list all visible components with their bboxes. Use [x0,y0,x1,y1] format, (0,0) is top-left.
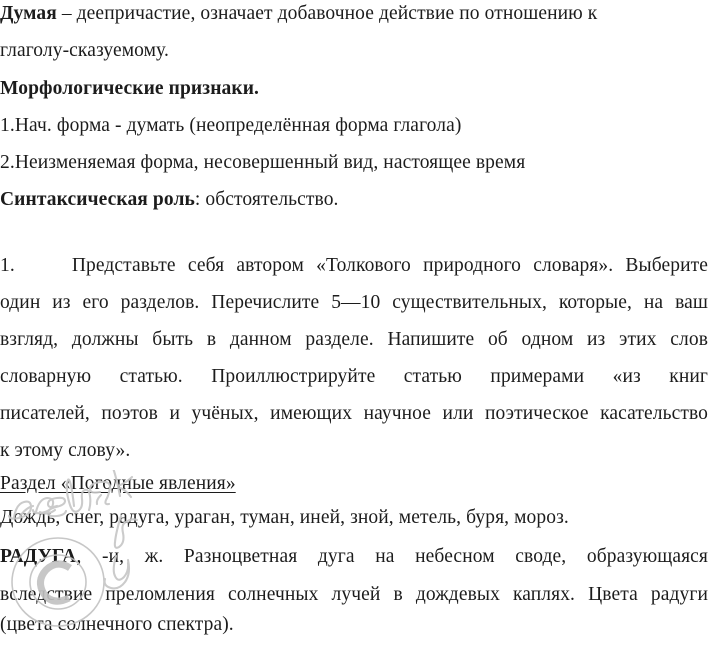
syntactic-role-value: : обстоятельство. [194,189,339,210]
heading-morphological-features: Морфологические признаки. [0,78,260,99]
dictionary-entry-line-2: вследствие преломления солнечных лучей в дождевых каплях. Цвета радуги [0,584,708,605]
task-text-1: Представьте себя автором «Толкового природного словаря». Выберите [71,255,708,276]
weather-word-list: Дождь, снег, радуга, ураган, туман, иней, зной, метель, буря, мороз. [0,507,569,528]
entry-headword-raduga: РАДУГА [0,546,77,567]
dictionary-entry-line-3: (цвета солнечного спектра). [0,614,234,635]
definition-text-1: – деепричастие, означает добавочное действие по отношению к [56,3,598,24]
task-line-3: взгляд, должны быть в данном разделе. Напишите об одном из этих слов [0,329,708,350]
morphology-item-2: 2.Неизменяемая форма, несовершенный вид, настоящее время [0,152,526,173]
task-line-5: писателей, поэтов и учёных, имеющих научное или поэтическое касательство [0,403,708,424]
morphology-item-1: 1.Нач. форма - думать (неопределённая форма глагола) [0,115,462,136]
task-line-2: один из его разделов. Перечислите 5—10 существительных, которые, на ваш [0,292,708,313]
task-line-6: к этому слову». [0,440,131,461]
section-heading-weather: Раздел «Погодные явления» [0,473,236,494]
task-line-1 [0,254,708,278]
definition-line-2: глаголу-сказуемому. [0,40,169,61]
syntactic-role-line [0,188,708,212]
dictionary-entry-line-1 [0,545,708,569]
task-number: 1. [0,255,15,276]
definition-line-1 [0,2,708,26]
section-heading-line [0,472,708,496]
heading-syntactic-role: Синтаксическая роль [0,189,195,210]
term-dumaya: Думая [0,3,57,24]
entry-grammar-and-definition: , -и, ж. Разноцветная дуга на небесном своде, образующаяся [76,546,708,567]
task-line-4: словарную статью. Проиллюстрируйте статью примерами «из книг [0,366,708,387]
